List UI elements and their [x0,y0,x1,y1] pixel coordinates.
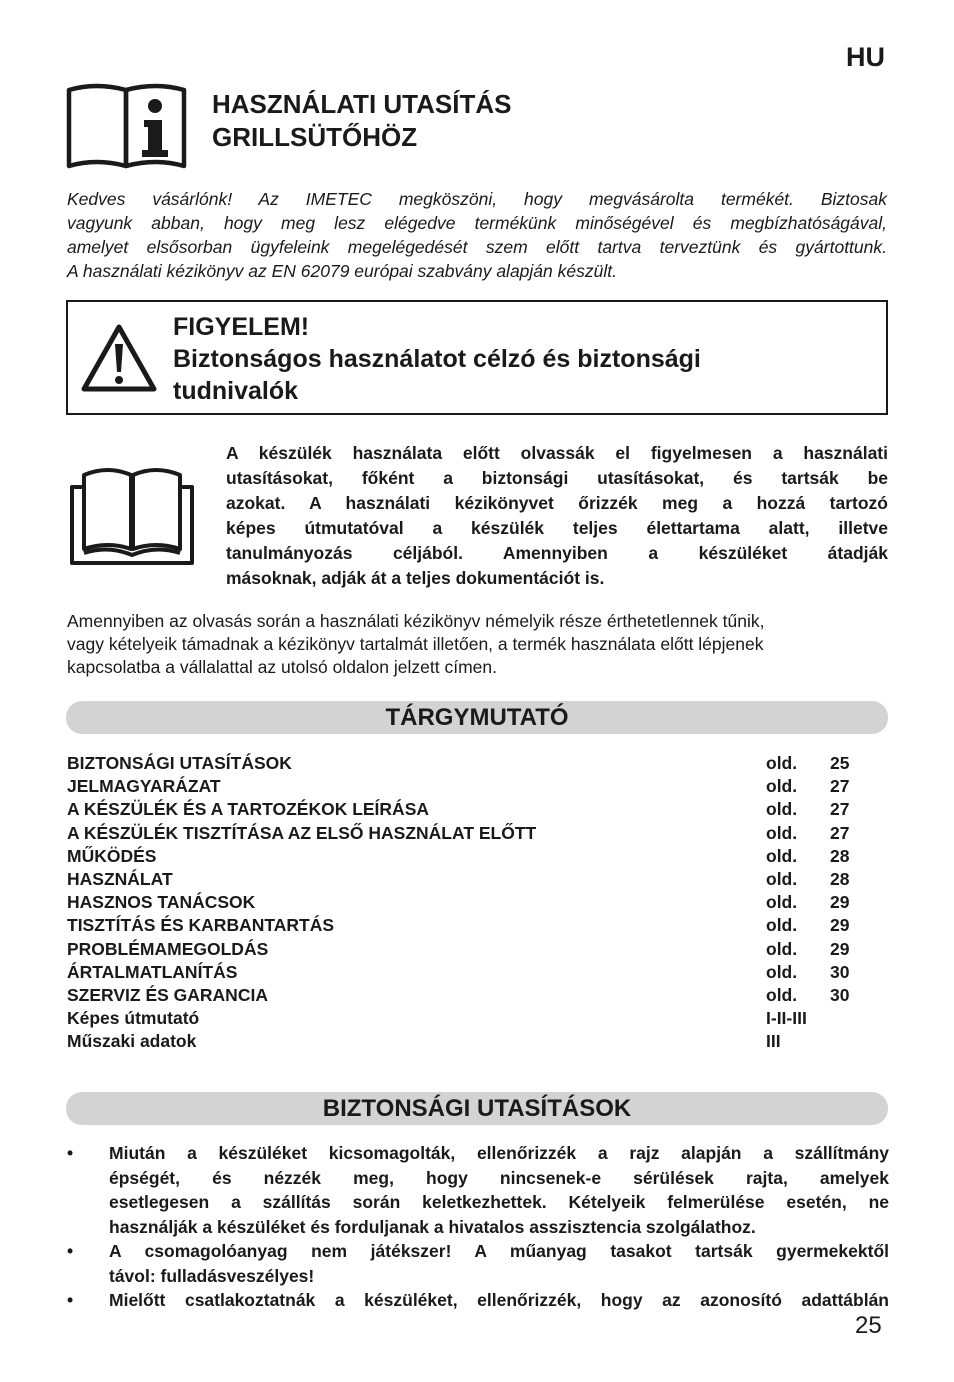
toc-old: old. [766,776,798,797]
toc-old: old. [766,868,798,889]
list-item [67,1141,889,1239]
language-code: HU [846,42,885,72]
warning-line-3: tudnivalók [173,377,299,405]
toc-row[interactable] [67,845,857,868]
toc-row[interactable] [67,961,857,984]
bullet-dot: • [67,1143,74,1163]
toc-page: 27 [830,822,850,843]
manual-notice [226,441,888,591]
toc-page: 25 [830,753,850,773]
toc-row[interactable] [67,822,857,845]
toc-label: A KÉSZÜLÉK TISZTÍTÁSA AZ ELSŐ HASZNÁLAT ELŐTT [67,822,537,843]
title-line-1: HASZNÁLATI UTASÍTÁS [212,89,512,119]
warning-triangle-icon [80,322,158,394]
table-of-contents [67,752,857,1053]
title-line-2: GRILLSÜTŐHÖZ [212,122,418,152]
toc-label: JELMAGYARÁZAT [67,776,221,797]
notice-line: tanulmányozás céljából. Amennyiben a készüléket átadják [226,543,888,563]
toc-old: old. [766,938,798,959]
toc-old: I-II-III [766,1008,807,1029]
toc-page: 30 [830,984,850,1005]
toc-old: old. [766,822,798,843]
toc-page: 29 [830,892,850,913]
toc-page: 28 [830,845,850,866]
toc-old: III [766,1031,781,1052]
warning-heading [173,311,701,407]
toc-label: HASZNÁLAT [67,868,173,889]
toc-label: ÁRTALMATLANÍTÁS [67,961,238,982]
notice-line: képes útmutatóval a készülék teljes élettartama alatt, illetve [226,518,888,538]
toc-page: 30 [830,961,850,982]
bullet-line: Mielőtt csatlakoztatnák a készüléket, ellenőrizzék, hogy az azonosító adattáblán [109,1290,889,1310]
toc-row[interactable] [67,984,857,1007]
toc-page: 27 [830,776,850,797]
toc-row[interactable] [67,798,857,821]
bullet-line: esetlegesen a szállítás során keletkezhettek. Kételyeik felmerülése esetén, ne [109,1192,889,1212]
bullet-line: távol: fulladásveszélyes! [109,1265,315,1286]
list-item [67,1239,889,1288]
toc-label: A KÉSZÜLÉK ÉS A TARTOZÉKOK LEÍRÁSA [67,799,430,820]
list-item [67,1288,889,1313]
toc-old: old. [766,799,798,820]
notice-line: A készülék használata előtt olvassák el figyelmesen a használati [226,443,888,463]
contact-line: kapcsolatba a vállalattal az utolsó oldalon jelzett címen. [67,657,497,677]
intro-line: A használati kézikönyv az EN 62079 európai szabvány alapján készült. [67,261,617,281]
notice-line: utasításokat, főként a biztonsági utasításokat, és tartsák be [226,468,888,488]
toc-label: MŰKÖDÉS [67,845,157,866]
manual-title [212,88,511,154]
bullet-line: használják a készüléket és forduljanak a hivatalos asszisztencia szolgálathoz. [109,1216,756,1237]
notice-line: azokat. A használati kézikönyvet őrizzék meg a hozzá tartozó [226,493,888,513]
bullet-dot: • [67,1290,74,1310]
toc-label: BIZTONSÁGI UTASÍTÁSOK [67,753,292,773]
toc-old: old. [766,845,798,866]
toc-row[interactable] [67,891,857,914]
toc-old: old. [766,984,798,1005]
bullet-line: A csomagolóanyag nem játékszer! A műanyag tasakot tartsák gyermekektől [109,1241,889,1261]
toc-label: SZERVIZ ÉS GARANCIA [67,984,268,1005]
toc-page: 27 [830,799,850,820]
toc-old: old. [766,915,798,936]
intro-paragraph [67,187,887,283]
intro-line: amelyet elsősorban ügyfeleink megelégedését szem előtt tartva terveztünk és gyártottunk. [67,237,887,257]
toc-row[interactable] [67,775,857,798]
toc-old: old. [766,892,798,913]
toc-heading: TÁRGYMUTATÓ [66,701,888,734]
bullet-line: Miután a készüléket kicsomagolták, ellenőrizzék a rajz alapján a szállítmány [109,1143,889,1163]
toc-row[interactable] [67,752,857,775]
toc-old: old. [766,753,798,773]
safety-bullets [67,1141,889,1313]
page-number: 25 [855,1312,882,1339]
toc-row[interactable] [67,868,857,891]
warning-line-2: Biztonságos használatot célzó és biztonsági [173,345,701,373]
toc-old: old. [766,961,798,982]
toc-page: 29 [830,915,850,936]
contact-line: Amennyiben az olvasás során a használati kézikönyv némelyik része érthetetlennek tűnik, [67,611,765,631]
toc-row[interactable] [67,1007,857,1030]
toc-row[interactable] [67,938,857,961]
contact-paragraph [67,610,889,679]
toc-label: Műszaki adatok [67,1031,197,1052]
toc-label: PROBLÉMAMEGOLDÁS [67,938,269,959]
info-book-icon [66,80,188,170]
toc-row[interactable] [67,914,857,937]
toc-page: 28 [830,868,850,889]
toc-label: TISZTÍTÁS ÉS KARBANTARTÁS [67,915,335,936]
toc-label: Képes útmutató [67,1008,200,1029]
open-book-icon [68,461,196,567]
safety-heading: BIZTONSÁGI UTASÍTÁSOK [66,1092,888,1125]
bullet-line: épségét, és nézzék meg, hogy nincsenek-e sérülések rajta, amelyek [109,1167,889,1188]
toc-row[interactable] [67,1030,857,1053]
intro-line: Kedves vásárlónk! Az IMETEC megköszöni, hogy megvásárolta termékét. Biztosak [67,189,887,209]
contact-line: vagy kételyeik támadnak a kézikönyv tartalmát illetően, a termék használata előtt lépjenek [67,634,764,654]
toc-label: HASZNOS TANÁCSOK [67,892,256,913]
notice-line: másoknak, adják át a teljes dokumentációt is. [226,568,605,588]
warning-line-1: FIGYELEM! [173,313,310,341]
toc-page: 29 [830,938,850,959]
intro-line: vagyunk abban, hogy meg lesz elégedve termékünk minőségével és megbízhatóságával, [67,213,887,233]
bullet-dot: • [67,1241,74,1261]
